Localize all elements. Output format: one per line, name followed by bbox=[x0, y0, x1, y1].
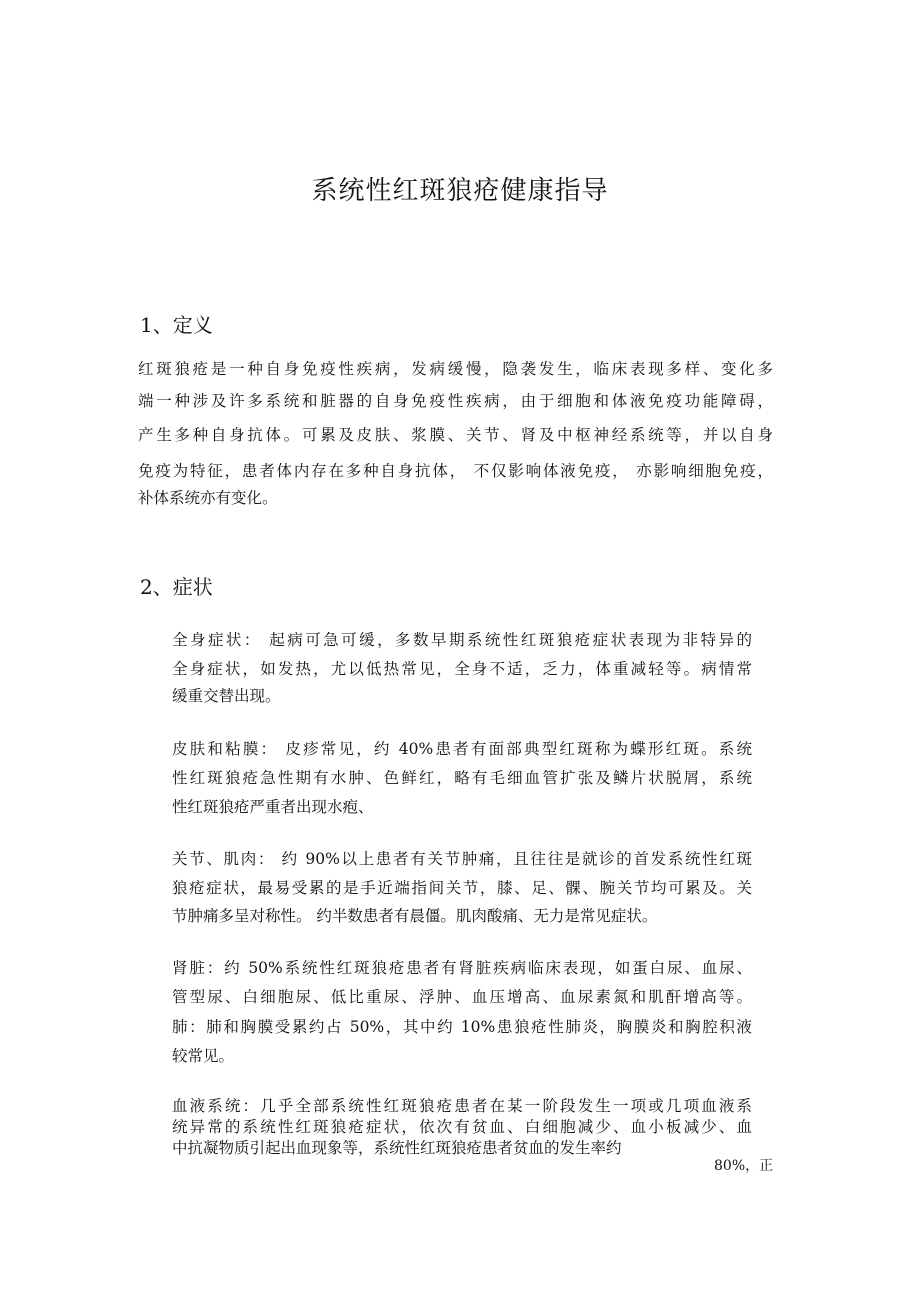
symptom-skin-line: 性红斑狼疮严重者出现水疱、 bbox=[172, 798, 374, 816]
definition-line: 红斑狼疮是一种自身免疫性疾病，发病缓慢，隐袭发生，临床表现多样、变化多 bbox=[138, 360, 773, 378]
symptom-kidney-line: 管型尿、白细胞尿、低比重尿、浮肿、血压增高、血尿素氮和肌酐增高等。 bbox=[172, 988, 752, 1006]
symptom-blood-line: 中抗凝物质引起出血现象等，系统性红斑狼疮患者贫血的发生率约 bbox=[172, 1139, 622, 1157]
symptom-kidney-line: 肾脏：约 50%系统性红斑狼疮患者有肾脏疾病临床表现，如蛋白尿、血尿、 bbox=[172, 959, 752, 977]
symptom-blood-line: 血液系统：几乎全部系统性红斑狼疮患者在某一阶段发生一项或几项血液系 bbox=[172, 1097, 752, 1115]
symptom-skin-line: 性红斑狼疮急性期有水肿、色鲜红，略有毛细血管扩张及鳞片状脱屑，系统 bbox=[172, 769, 752, 787]
symptom-joint-line: 节肿痛多呈对称性。 约半数患者有晨僵。肌肉酸痛、无力是常见症状。 bbox=[172, 907, 658, 925]
symptom-blood-tail: 80%，正 bbox=[714, 1158, 774, 1174]
symptom-joint-line: 狼疮症状，最易受累的是手近端指间关节，膝、足、髁、腕关节均可累及。关 bbox=[172, 879, 752, 897]
definition-line: 产生多种自身抗体。可累及皮肤、浆膜、关节、肾及中枢神经系统等，并以自身 bbox=[138, 426, 773, 444]
symptom-skin-line: 皮肤和粘膜： 皮疹常见，约 40%患者有面部典型红斑称为蝶形红斑。系统 bbox=[172, 740, 752, 758]
symptom-systemic-line: 全身症状，如发热，尤以低热常见，全身不适，乏力，体重减轻等。病情常 bbox=[172, 660, 752, 678]
symptom-systemic-line: 全身症状： 起病可急可缓，多数早期系统性红斑狼疮症状表现为非特异的 bbox=[172, 631, 752, 649]
definition-line: 补体系统亦有变化。 bbox=[138, 489, 278, 507]
symptom-joint-line: 关节、肌肉： 约 90%以上患者有关节肿痛，且往往是就诊的首发系统性红斑 bbox=[172, 850, 752, 868]
symptom-lung-line: 较常见。 bbox=[172, 1047, 235, 1065]
symptom-blood-line: 统异常的系统性红斑狼疮症状，依次有贫血、白细胞减少、血小板减少、血 bbox=[172, 1118, 752, 1136]
document-title: 系统性红斑狼疮健康指导 bbox=[311, 176, 609, 206]
symptom-lung-line: 肺：肺和胸膜受累约占 50%，其中约 10%患狼疮性肺炎，胸膜炎和胸腔积液 bbox=[172, 1018, 752, 1036]
definition-line: 端一种涉及许多系统和脏器的自身免疫性疾病，由于细胞和体液免疫功能障碍， bbox=[138, 392, 773, 410]
section-heading-symptoms: 2、症状 bbox=[140, 575, 213, 599]
section-heading-definition: 1、定义 bbox=[140, 313, 213, 337]
definition-line: 免疫为特征，患者体内存在多种自身抗体， 不仅影响体液免疫， 亦影响细胞免疫， bbox=[138, 462, 773, 480]
symptom-systemic-line: 缓重交替出现。 bbox=[172, 687, 281, 705]
